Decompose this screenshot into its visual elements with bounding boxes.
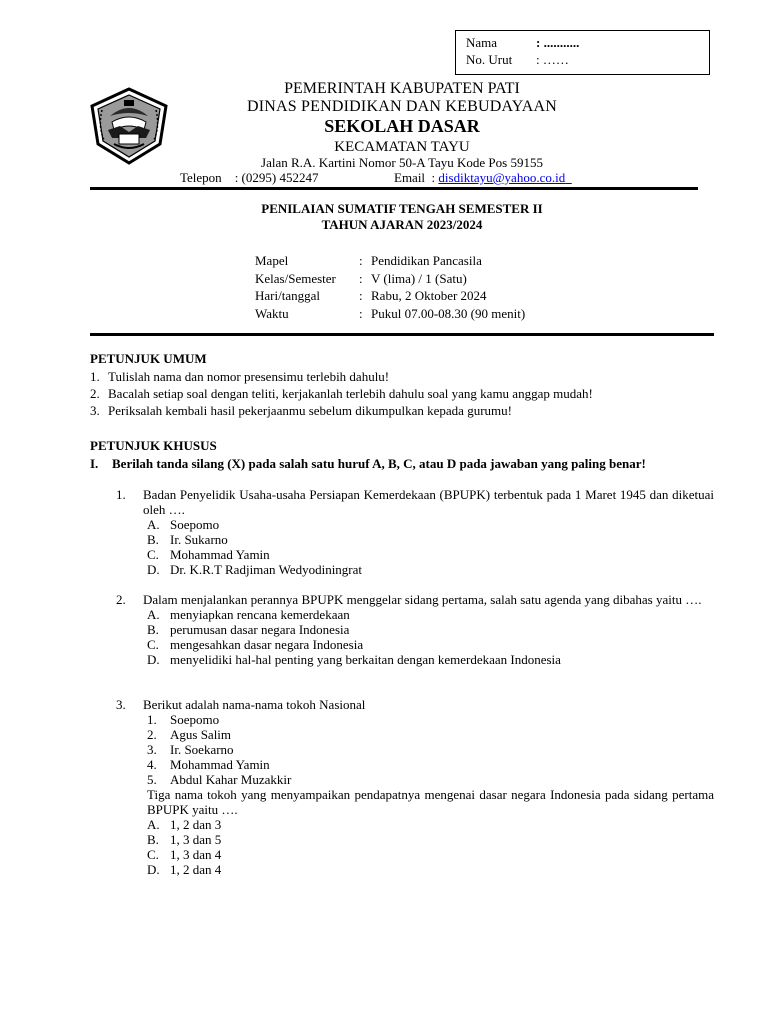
list-text: Agus Salim [170,727,232,742]
option-letter: A. [147,517,160,532]
option-letter: A. [147,607,160,622]
exam-meta [255,252,525,322]
answer-option[interactable] [147,817,714,832]
list-number: 2. [147,727,157,742]
list-item [90,402,715,419]
meta-colon: : [359,288,363,303]
question-number: 3. [116,697,126,712]
meta-label: Hari/tanggal [255,288,320,303]
meta-label: Waktu [255,305,289,321]
option-letter: B. [147,832,159,847]
answer-option[interactable] [147,862,714,877]
letterhead-school: SEKOLAH DASAR [324,116,480,136]
part-text: Berilah tanda silang (X) pada salah satu huruf A, B, C, atau D pada jawaban yang paling benar! [112,456,646,471]
list-text: Periksalah kembali hasil pekerjaanmu sebelum dikumpulkan kepada gurumu! [108,403,512,418]
specific-instructions-heading: PETUNJUK KHUSUS [90,438,217,453]
list-item [147,727,714,742]
list-text: Tulislah nama dan nomor presensimu terlebih dahulu! [108,369,390,384]
meta-row-date [255,287,525,305]
list-number: 3. [90,403,100,418]
general-instructions-heading: PETUNJUK UMUM [90,351,207,366]
number-value: : …… [536,52,569,67]
option-letter: B. [147,532,159,547]
option-text: 1, 3 dan 5 [170,832,222,847]
answer-option[interactable] [147,847,714,862]
meta-value: V (lima) / 1 (Satu) [371,270,467,286]
email-label: Email [394,170,426,185]
option-text: menyiapkan rencana kemerdekaan [170,607,350,622]
name-value: : ........... [536,35,580,50]
list-number: 3. [147,742,157,757]
letterhead-address: Jalan R.A. Kartini Nomor 50-A Tayu Kode Pos 59155 [261,155,543,170]
exam-year: TAHUN AJARAN 2023/2024 [321,217,483,232]
meta-colon: : [359,253,363,268]
meta-value: Rabu, 2 Oktober 2024 [371,288,487,303]
answer-option[interactable] [147,652,714,667]
option-letter: D. [147,562,160,577]
meta-value: Pukul 07.00-08.30 (90 menit) [371,305,526,321]
header-divider [90,333,714,336]
list-number: 4. [147,757,157,772]
phone-label: Telepon [180,170,222,185]
general-instructions-list [90,368,715,419]
email-link[interactable]: disdiktayu@yahoo.co.id [438,170,566,185]
option-text: Dr. K.R.T Radjiman Wedyodiningrat [170,562,363,577]
email-colon: : [431,170,436,185]
meta-value: Pendidikan Pancasila [371,253,482,268]
option-text: Mohammad Yamin [170,547,270,562]
option-text: menyelidiki hal-hal penting yang berkaitan dengan kemerdekaan Indonesia [170,652,561,667]
list-item [147,712,714,727]
exam-title: PENILAIAN SUMATIF TENGAH SEMESTER II [261,201,543,216]
question-text: Badan Penyelidik Usaha-usaha Persiapan Kemerdekaan (BPUPK) terbentuk pada 1 Maret 1945 dan diketuai oleh …. [143,487,714,517]
list-number: 1. [90,369,100,384]
option-letter: B. [147,622,159,637]
meta-row-class [255,270,525,288]
answer-option[interactable] [147,832,714,847]
answer-option[interactable] [147,517,714,532]
answer-option[interactable] [147,532,714,547]
list-text: Mohammad Yamin [170,757,270,772]
list-text: Ir. Soekarno [170,742,234,757]
option-text: 1, 2 dan 3 [170,817,222,832]
letterhead-government: PEMERINTAH KABUPATEN PATI [284,80,520,97]
part-number: I. [90,456,99,471]
question-3 [116,697,714,877]
list-text: Soepomo [170,712,220,727]
question-text: Dalam menjalankan perannya BPUPK menggelar sidang pertama, salah satu agenda yang dibahas yaitu …. [143,592,702,607]
letterhead-contact [180,170,566,185]
option-letter: D. [147,652,160,667]
identity-box [455,30,710,75]
list-item [147,772,714,787]
option-letter: C. [147,547,159,562]
option-letter: C. [147,637,159,652]
list-number: 5. [147,772,157,787]
letterhead-divider [90,187,698,190]
list-item [147,742,714,757]
letterhead-department: DINAS PENDIDIKAN DAN KEBUDAYAAN [246,98,558,115]
answer-options [147,517,714,577]
question-2 [116,592,714,667]
email-block [394,170,572,185]
option-text: 1, 2 dan 4 [170,862,222,877]
answer-option[interactable] [147,622,714,637]
answer-option[interactable] [147,547,714,562]
meta-label: Kelas/Semester [255,270,336,286]
answer-options [147,817,714,877]
option-text: mengesahkan dasar negara Indonesia [170,637,364,652]
name-row [466,34,709,51]
question-text: Berikut adalah nama-nama tokoh Nasional [143,697,366,712]
meta-row-subject [255,252,525,270]
question-number: 2. [116,592,126,607]
letterhead-district: KECAMATAN TAYU [334,139,470,155]
list-item [90,368,715,385]
question-number: 1. [116,487,126,502]
option-letter: C. [147,847,159,862]
question-stem: Tiga nama tokoh yang menyampaikan pendapatnya mengenai dasar negara Indonesia pada sidang pertama BPUPK yaitu …. [147,787,714,817]
list-item [90,385,715,402]
answer-option[interactable] [147,607,714,622]
number-row [466,51,709,68]
meta-colon: : [359,305,363,321]
part-one-instruction [90,456,714,471]
question-1 [116,487,714,577]
meta-label: Mapel [255,253,289,268]
phone-value: : (0295) 452247 [234,170,319,185]
answer-options [147,607,714,667]
list-text: Abdul Kahar Muzakkir [170,772,292,787]
option-text: 1, 3 dan 4 [170,847,222,862]
figure-list [147,712,714,787]
option-text: perumusan dasar negara Indonesia [170,622,350,637]
list-number: 1. [147,712,157,727]
list-number: 2. [90,386,100,401]
option-letter: A. [147,817,160,832]
name-label: Nama [466,35,498,50]
meta-row-time [255,305,525,323]
answer-option[interactable] [147,562,714,577]
option-text: Ir. Sukarno [170,532,228,547]
meta-colon: : [359,270,363,286]
list-item [147,757,714,772]
answer-option[interactable] [147,637,714,652]
option-text: Soepomo [170,517,220,532]
list-text: Bacalah setiap soal dengan teliti, kerjakanlah terlebih dahulu soal yang kamu anggap mudah! [108,386,593,401]
number-label: No. Urut [466,52,513,67]
option-letter: D. [147,862,160,877]
